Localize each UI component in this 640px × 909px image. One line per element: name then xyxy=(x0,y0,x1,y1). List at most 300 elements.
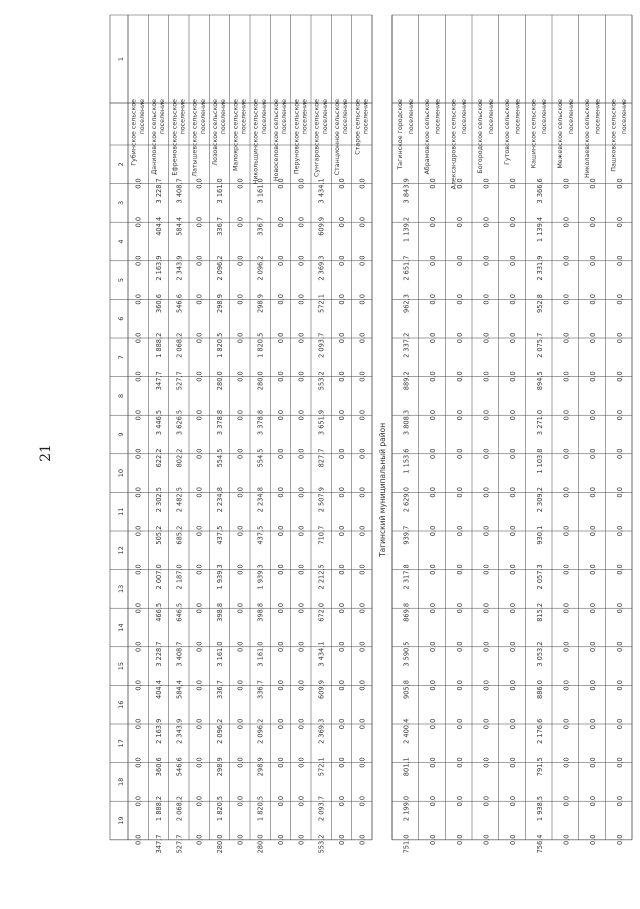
section2-cell-value: 0,0 xyxy=(455,448,464,459)
section1-row-label: поселение xyxy=(362,99,370,135)
section1-cell-value: 0,0 xyxy=(134,371,143,382)
section2-cell-value: 0,0 xyxy=(562,371,571,382)
section1-cell-value: 0,0 xyxy=(337,371,346,382)
section1-cell-value: 2 507,9 xyxy=(317,487,326,513)
section1-cell-value: 0,0 xyxy=(337,409,346,421)
section2-cell-value: 889,2 xyxy=(402,371,411,391)
section2-cell-value: 0,0 xyxy=(589,564,598,575)
section2-cell-value: 0,0 xyxy=(615,255,624,266)
section2-cell-value: 0,0 xyxy=(455,525,464,537)
section1-cell-value: 0,0 xyxy=(358,487,367,498)
section1-cell-value: 0,0 xyxy=(337,294,346,305)
column-number: 19 xyxy=(117,816,125,825)
section2-cell-value: 0,0 xyxy=(455,602,464,614)
column-number: 3 xyxy=(117,200,125,205)
section2-cell-value: 3 053,2 xyxy=(535,641,544,667)
section2-cell-value: 0,0 xyxy=(429,680,438,691)
column-number: 13 xyxy=(117,584,125,594)
section2-cell-value: 0,0 xyxy=(509,255,518,266)
section1-cell-value: 0,0 xyxy=(134,718,143,730)
section1-cell-value: 3 408,7 xyxy=(175,178,184,204)
section2-cell-value: 0,0 xyxy=(589,409,598,421)
section1-cell-value: 0,0 xyxy=(358,178,367,189)
section1-cell-value: 280,0 xyxy=(215,834,224,854)
section1-cell-value: 0,0 xyxy=(195,178,204,189)
section2-cell-value: 0,0 xyxy=(455,564,464,575)
section1-cell-value: 0,0 xyxy=(134,255,143,266)
section1-row-label: поселение xyxy=(138,99,146,135)
section2-cell-value: 0,0 xyxy=(509,332,518,344)
section2-cell-value: 0,0 xyxy=(455,757,464,768)
section1-cell-value: 2 482,5 xyxy=(175,487,184,513)
section1-cell-value: 0,0 xyxy=(276,409,285,421)
section1-cell-value: 404,4 xyxy=(154,680,163,699)
section1-cell-value: 2 187,0 xyxy=(175,564,184,590)
section1-cell-value: 3 626,5 xyxy=(175,409,184,436)
section1-cell-value: 0,0 xyxy=(297,448,306,459)
section2-cell-value: 0,0 xyxy=(509,448,518,459)
section1-cell-value: 710,7 xyxy=(317,525,326,545)
section2-cell-value: 0,0 xyxy=(509,216,518,228)
section1-cell-value: 553,2 xyxy=(317,834,326,854)
section1-cell-value: 0,0 xyxy=(236,448,245,459)
section2-cell-value: 0,0 xyxy=(509,525,518,537)
section1-cell-value: 2 343,9 xyxy=(175,255,184,281)
section1-cell-value: 2 096,2 xyxy=(215,718,224,744)
section1-cell-value: 3 228,7 xyxy=(154,641,163,667)
section1-cell-value: 0,0 xyxy=(134,680,143,691)
section1-cell-value: 3 651,9 xyxy=(317,409,326,436)
section1-cell-value: 0,0 xyxy=(358,680,367,691)
section1-cell-value: 0,0 xyxy=(297,795,306,807)
section1-cell-value: 0,0 xyxy=(195,332,204,344)
section2-row-label: поселение xyxy=(541,99,549,135)
section1-cell-value: 0,0 xyxy=(236,680,245,691)
section2-row-label: Абрамовское сельское xyxy=(423,99,431,175)
section2-row-label: поселение xyxy=(461,99,469,135)
section1-cell-value: 3 161,0 xyxy=(256,641,265,667)
section1-cell-value: 0,0 xyxy=(358,795,367,807)
section2-cell-value: 0,0 xyxy=(509,294,518,305)
section1-cell-value: 802,2 xyxy=(175,448,184,468)
section2-cell-value: 0,0 xyxy=(589,255,598,266)
section1-cell-value: 0,0 xyxy=(236,564,245,575)
section2-cell-value: 0,0 xyxy=(429,602,438,614)
section1-cell-value: 437,5 xyxy=(215,525,224,545)
section1-row-label: Губинское сельское xyxy=(130,99,138,166)
section2-cell-value: 0,0 xyxy=(509,834,518,845)
column-number: 18 xyxy=(117,777,125,787)
section1-cell-value: 0,0 xyxy=(276,216,285,228)
section1-cell-value: 0,0 xyxy=(276,834,285,845)
section1-cell-value: 0,0 xyxy=(276,448,285,459)
section2-cell-value: 952,8 xyxy=(535,294,544,313)
section2-cell-value: 0,0 xyxy=(429,448,438,459)
section2-cell-value: 0,0 xyxy=(482,564,491,575)
section2-cell-value: 0,0 xyxy=(429,795,438,807)
section1-cell-value: 527,7 xyxy=(175,371,184,391)
section2-cell-value: 0,0 xyxy=(455,371,464,382)
section2-cell-value: 0,0 xyxy=(455,409,464,421)
section1-cell-value: 0,0 xyxy=(297,718,306,730)
section1-cell-value: 3 434,1 xyxy=(317,641,326,667)
section2-cell-value: 0,0 xyxy=(509,371,518,382)
section1-cell-value: 0,0 xyxy=(297,834,306,845)
section2-cell-value: 0,0 xyxy=(615,602,624,614)
section1-row-label: Никольщинское сельское xyxy=(252,99,260,185)
section1-cell-value: 0,0 xyxy=(297,371,306,382)
section1-cell-value: 404,4 xyxy=(154,216,163,236)
section1-cell-value: 466,5 xyxy=(154,602,163,622)
section1-cell-value: 3 161,0 xyxy=(215,641,224,667)
section2-cell-value: 0,0 xyxy=(482,487,491,498)
section1-cell-value: 0,0 xyxy=(134,834,143,845)
section2-cell-value: 0,0 xyxy=(562,525,571,537)
section2-cell-value: 869,8 xyxy=(402,602,411,622)
section2-cell-value: 0,0 xyxy=(562,757,571,768)
section1-cell-value: 2 234,8 xyxy=(256,487,265,513)
section1-cell-value: 554,5 xyxy=(215,448,224,468)
section1-cell-value: 0,0 xyxy=(134,564,143,575)
section1-cell-value: 0,0 xyxy=(236,641,245,652)
section1-cell-value: 553,2 xyxy=(317,371,326,391)
section1-cell-value: 0,0 xyxy=(337,680,346,691)
section1-cell-value: 336,7 xyxy=(256,216,265,236)
section1-cell-value: 1 820,5 xyxy=(215,332,224,358)
section1-cell-value: 1 888,2 xyxy=(154,332,163,358)
section-title: Тагинский муниципальный район xyxy=(378,422,387,557)
section2-cell-value: 0,0 xyxy=(615,834,624,845)
section2-cell-value: 0,0 xyxy=(482,448,491,459)
section1-cell-value: 0,0 xyxy=(358,757,367,768)
section1-cell-value: 0,0 xyxy=(297,487,306,498)
section2-row-label: поселение xyxy=(487,99,495,135)
section1-cell-value: 0,0 xyxy=(358,525,367,537)
section2-cell-value: 2 651,7 xyxy=(402,255,411,281)
section1-cell-value: 0,0 xyxy=(297,641,306,652)
section2-cell-value: 0,0 xyxy=(509,487,518,498)
section2-cell-value: 0,0 xyxy=(615,448,624,459)
section1-row-label: Латышевское сельское xyxy=(191,99,199,177)
section1-cell-value: 0,0 xyxy=(297,680,306,691)
section1-row-label: поселение xyxy=(321,99,329,135)
section1-cell-value: 0,0 xyxy=(337,834,346,845)
section2-cell-value: 0,0 xyxy=(429,487,438,498)
section2-cell-value: 3 271,0 xyxy=(535,409,544,436)
section1-cell-value: 0,0 xyxy=(276,718,285,730)
section2-cell-value: 0,0 xyxy=(589,602,598,614)
section2-cell-value: 0,0 xyxy=(589,178,598,189)
section1-cell-value: 646,5 xyxy=(175,602,184,622)
section2-cell-value: 0,0 xyxy=(562,448,571,459)
section2-cell-value: 0,0 xyxy=(455,795,464,807)
section1-cell-value: 0,0 xyxy=(337,487,346,498)
section1-cell-value: 0,0 xyxy=(195,757,204,768)
section2-cell-value: 0,0 xyxy=(455,332,464,344)
section2-cell-value: 0,0 xyxy=(482,216,491,228)
section1-cell-value: 2 212,5 xyxy=(317,564,326,590)
section2-cell-value: 0,0 xyxy=(562,332,571,344)
section2-cell-value: 0,0 xyxy=(589,487,598,498)
section1-cell-value: 0,0 xyxy=(358,294,367,305)
section1-cell-value: 0,0 xyxy=(276,641,285,652)
section2-cell-value: 0,0 xyxy=(482,255,491,266)
section2-cell-value: 0,0 xyxy=(455,680,464,691)
section1-cell-value: 0,0 xyxy=(358,409,367,421)
section2-cell-value: 0,0 xyxy=(455,834,464,845)
section2-cell-value: 2 309,2 xyxy=(535,487,544,513)
section1-cell-value: 2 343,9 xyxy=(175,718,184,744)
section1-cell-value: 0,0 xyxy=(195,448,204,459)
section1-row-label: поселение xyxy=(199,99,207,135)
section2-cell-value: 3 843,9 xyxy=(402,178,411,204)
section1-cell-value: 1 939,3 xyxy=(256,564,265,590)
section2-cell-value: 939,7 xyxy=(402,525,411,545)
section2-cell-value: 0,0 xyxy=(509,795,518,807)
section2-cell-value: 3 366,6 xyxy=(535,178,544,204)
section1-cell-value: 0,0 xyxy=(358,602,367,614)
section1-cell-value: 280,0 xyxy=(215,371,224,391)
section2-cell-value: 0,0 xyxy=(615,525,624,537)
section1-cell-value: 527,7 xyxy=(175,834,184,854)
section2-cell-value: 0,0 xyxy=(589,834,598,845)
section1-cell-value: 1 820,5 xyxy=(256,795,265,822)
section1-cell-value: 0,0 xyxy=(276,757,285,768)
section1-cell-value: 0,0 xyxy=(134,525,143,537)
section2-cell-value: 0,0 xyxy=(615,718,624,730)
section1-cell-value: 0,0 xyxy=(297,294,306,305)
section1-cell-value: 0,0 xyxy=(276,487,285,498)
section1-cell-value: 0,0 xyxy=(236,178,245,189)
section1-cell-value: 0,0 xyxy=(134,602,143,614)
section1-cell-value: 0,0 xyxy=(134,216,143,228)
section1-cell-value: 0,0 xyxy=(358,255,367,266)
section1-cell-value: 584,4 xyxy=(175,680,184,699)
section1-cell-value: 0,0 xyxy=(358,641,367,652)
section1-cell-value: 0,0 xyxy=(236,371,245,382)
section2-row-label: Александровское сельское xyxy=(450,99,458,190)
section2-cell-value: 0,0 xyxy=(509,641,518,652)
section1-cell-value: 609,9 xyxy=(317,680,326,699)
section1-cell-value: 3 408,7 xyxy=(175,641,184,667)
section1-cell-value: 0,0 xyxy=(236,216,245,228)
section2-cell-value: 2 176,6 xyxy=(535,718,544,744)
section1-cell-value: 0,0 xyxy=(236,602,245,614)
section1-row-label: Даниловское сельское xyxy=(151,99,159,175)
section1-row-label: поселение xyxy=(159,99,167,135)
section1-cell-value: 0,0 xyxy=(236,795,245,807)
section1-cell-value: 398,8 xyxy=(215,602,224,622)
section2-cell-value: 0,0 xyxy=(562,255,571,266)
section1-cell-value: 2 369,3 xyxy=(317,255,326,281)
section2-cell-value: 0,0 xyxy=(455,487,464,498)
section2-cell-value: 2 075,7 xyxy=(535,332,544,358)
section2-cell-value: 0,0 xyxy=(615,757,624,768)
section1-cell-value: 0,0 xyxy=(358,564,367,575)
section1-cell-value: 0,0 xyxy=(297,409,306,421)
section1-cell-value: 298,9 xyxy=(256,757,265,777)
section1-row-label: Ефремовское сельское xyxy=(171,99,179,176)
section2-cell-value: 0,0 xyxy=(615,294,624,305)
section2-cell-value: 0,0 xyxy=(482,602,491,614)
section2-cell-value: 0,0 xyxy=(589,216,598,228)
section1-cell-value: 0,0 xyxy=(236,718,245,730)
section2-cell-value: 905,8 xyxy=(402,680,411,699)
section2-cell-value: 0,0 xyxy=(615,409,624,421)
section1-cell-value: 0,0 xyxy=(337,757,346,768)
section2-cell-value: 0,0 xyxy=(589,294,598,305)
section1-cell-value: 347,7 xyxy=(154,371,163,391)
section1-cell-value: 0,0 xyxy=(134,487,143,498)
section1-cell-value: 0,0 xyxy=(297,525,306,537)
section1-cell-value: 554,5 xyxy=(256,448,265,468)
section1-cell-value: 0,0 xyxy=(358,332,367,344)
section1-cell-value: 2 068,2 xyxy=(175,795,184,822)
section1-cell-value: 0,0 xyxy=(195,602,204,614)
section2-cell-value: 0,0 xyxy=(589,332,598,344)
section1-row-label: Сунгаровское сельское xyxy=(313,99,321,178)
section2-cell-value: 3 808,3 xyxy=(402,409,411,436)
section1-cell-value: 2 302,5 xyxy=(154,487,163,513)
section1-cell-value: 0,0 xyxy=(195,294,204,305)
section1-row-label: Перуновское сельское xyxy=(293,99,301,175)
section2-cell-value: 3 590,5 xyxy=(402,641,411,667)
section2-row-label: Кашинское сельское xyxy=(530,99,538,169)
section2-cell-value: 0,0 xyxy=(482,525,491,537)
section1-cell-value: 2 234,8 xyxy=(215,487,224,513)
section1-cell-value: 2 096,2 xyxy=(256,718,265,744)
section2-cell-value: 0,0 xyxy=(562,216,571,228)
section2-cell-value: 0,0 xyxy=(509,409,518,421)
section1-cell-value: 0,0 xyxy=(297,178,306,189)
section1-cell-value: 0,0 xyxy=(337,216,346,228)
section2-cell-value: 0,0 xyxy=(562,487,571,498)
section2-cell-value: 0,0 xyxy=(615,680,624,691)
section1-cell-value: 360,6 xyxy=(154,294,163,313)
section1-cell-value: 0,0 xyxy=(134,294,143,305)
section1-cell-value: 0,0 xyxy=(134,757,143,768)
section2-cell-value: 0,0 xyxy=(509,178,518,189)
section2-cell-value: 0,0 xyxy=(429,525,438,537)
section1-row-label: Новоселовское сельское xyxy=(273,99,281,182)
section1-cell-value: 298,9 xyxy=(215,757,224,777)
section1-cell-value: 0,0 xyxy=(134,795,143,807)
section1-cell-value: 609,9 xyxy=(317,216,326,236)
section1-cell-value: 280,0 xyxy=(256,834,265,854)
section1-cell-value: 0,0 xyxy=(236,294,245,305)
section2-cell-value: 0,0 xyxy=(429,371,438,382)
section2-cell-value: 930,1 xyxy=(535,525,544,545)
section1-cell-value: 2 163,9 xyxy=(154,255,163,281)
section1-cell-value: 0,0 xyxy=(195,409,204,421)
section1-row-label: поселение xyxy=(281,99,289,135)
section2-row-label: Богородское сельское xyxy=(477,99,485,174)
section1-cell-value: 0,0 xyxy=(236,757,245,768)
section2-cell-value: 894,5 xyxy=(535,371,544,391)
section1-cell-value: 0,0 xyxy=(337,564,346,575)
section2-cell-value: 0,0 xyxy=(509,718,518,730)
section1-row-label: поселение xyxy=(240,99,248,135)
section2-cell-value: 0,0 xyxy=(482,371,491,382)
section1-cell-value: 3 378,8 xyxy=(215,409,224,436)
section2-row-label: поселение xyxy=(594,99,602,135)
section2-cell-value: 0,0 xyxy=(482,795,491,807)
section2-cell-value: 0,0 xyxy=(562,795,571,807)
section2-row-label: Гутовское сельское xyxy=(503,99,511,165)
section1-cell-value: 0,0 xyxy=(195,216,204,228)
section2-cell-value: 0,0 xyxy=(615,641,624,652)
section1-cell-value: 0,0 xyxy=(358,834,367,845)
section2-cell-value: 0,0 xyxy=(562,564,571,575)
section1-cell-value: 0,0 xyxy=(236,487,245,498)
section1-cell-value: 298,9 xyxy=(256,294,265,313)
column-number: 1 xyxy=(117,56,125,62)
section1-cell-value: 0,0 xyxy=(337,602,346,614)
section1-cell-value: 584,4 xyxy=(175,216,184,236)
section1-cell-value: 622,2 xyxy=(154,448,163,468)
section2-cell-value: 0,0 xyxy=(589,525,598,537)
section2-cell-value: 0,0 xyxy=(429,564,438,575)
section2-cell-value: 0,0 xyxy=(429,178,438,189)
section2-cell-value: 0,0 xyxy=(615,216,624,228)
column-number: 9 xyxy=(117,432,125,437)
section1-cell-value: 2 007,0 xyxy=(154,564,163,590)
section2-cell-value: 2 317,8 xyxy=(402,564,411,590)
section1-cell-value: 0,0 xyxy=(195,525,204,537)
section1-cell-value: 336,7 xyxy=(215,680,224,699)
section1-cell-value: 3 378,8 xyxy=(256,409,265,436)
section2-cell-value: 0,0 xyxy=(455,178,464,189)
section2-cell-value: 0,0 xyxy=(562,294,571,305)
page-number: 21 xyxy=(38,444,54,462)
section2-cell-value: 0,0 xyxy=(589,680,598,691)
section2-cell-value: 0,0 xyxy=(429,294,438,305)
section2-row-label: поселение xyxy=(407,99,415,135)
section1-cell-value: 0,0 xyxy=(236,525,245,537)
section1-cell-value: 0,0 xyxy=(276,255,285,266)
section1-row-label: поселение xyxy=(342,99,350,135)
section2-cell-value: 0,0 xyxy=(615,178,624,189)
section2-row-label: поселение xyxy=(434,99,442,135)
section2-cell-value: 0,0 xyxy=(615,795,624,807)
section1-row-label: Малоярское сельское xyxy=(232,99,240,172)
section1-cell-value: 2 093,7 xyxy=(317,332,326,358)
section1-cell-value: 0,0 xyxy=(297,564,306,575)
section1-cell-value: 3 161,0 xyxy=(215,178,224,204)
section2-cell-value: 0,0 xyxy=(562,178,571,189)
section2-cell-value: 0,0 xyxy=(429,834,438,845)
section2-cell-value: 2 629,0 xyxy=(402,487,411,513)
section2-cell-value: 0,0 xyxy=(562,409,571,421)
section1-cell-value: 2 068,2 xyxy=(175,332,184,358)
section2-cell-value: 0,0 xyxy=(615,564,624,575)
section2-cell-value: 1 139,4 xyxy=(535,216,544,243)
column-number: 17 xyxy=(117,739,125,748)
section1-cell-value: 0,0 xyxy=(337,448,346,459)
section1-cell-value: 0,0 xyxy=(195,680,204,691)
section1-cell-value: 0,0 xyxy=(195,718,204,730)
section1-cell-value: 0,0 xyxy=(134,332,143,344)
section1-cell-value: 2 163,9 xyxy=(154,718,163,744)
section2-cell-value: 1 938,5 xyxy=(535,795,544,822)
section1-cell-value: 827,7 xyxy=(317,448,326,468)
column-number: 15 xyxy=(117,661,125,671)
section2-cell-value: 0,0 xyxy=(615,371,624,382)
section1-cell-value: 1 888,2 xyxy=(154,795,163,822)
section2-cell-value: 0,0 xyxy=(429,641,438,652)
section2-cell-value: 962,3 xyxy=(402,294,411,313)
section1-cell-value: 360,6 xyxy=(154,757,163,777)
